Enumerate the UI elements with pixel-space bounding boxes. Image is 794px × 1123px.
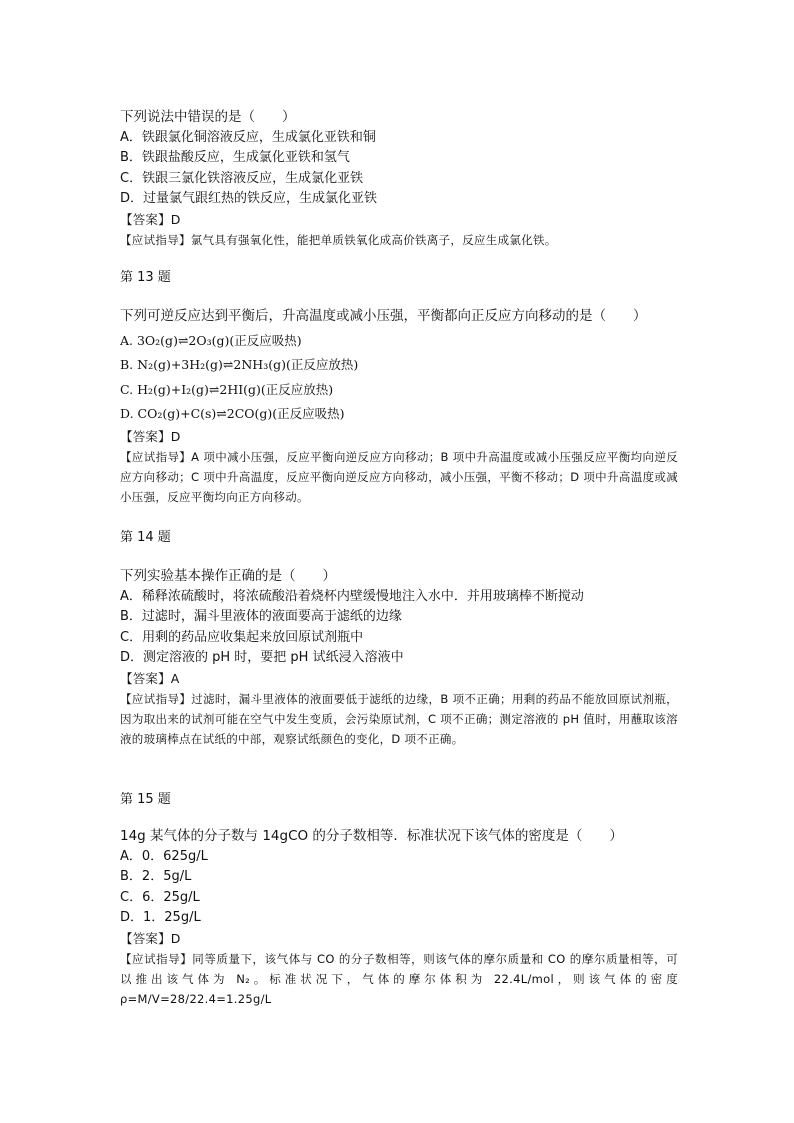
question-14-stem: 下列实验基本操作正确的是（ ） — [120, 568, 336, 584]
question-14-option-d: D．测定溶液的 pH 时，要把 pH 试纸浸入溶液中 — [120, 650, 404, 665]
question-15-option-c: C．6．25g/L — [120, 889, 200, 905]
question-13-heading: 第 13 题 — [120, 270, 171, 285]
question-13-answer: 【答案】D — [120, 428, 181, 444]
question-13-option-c: C. H₂(g)+I₂(g)⇌2HI(g)(正反应放热) — [120, 381, 334, 397]
question-12-guide: 【应试指导】氯气具有强氧化性，能把单质铁氧化成高价铁离子，反应生成氯化铁。 — [120, 233, 557, 247]
question-12 — [120, 107, 680, 250]
question-12-stem: 下列说法中错误的是（ ） — [120, 109, 296, 125]
question-12-option-a: A．铁跟氯化铜溶液反应，生成氯化亚铁和铜 — [120, 129, 376, 145]
question-12-option-b: B．铁跟盐酸反应，生成氯化亚铁和氢气 — [120, 150, 350, 165]
question-15-option-d: D．1．25g/L — [120, 910, 201, 925]
question-13-guide: 【应试指导】A 项中减小压强，反应平衡向逆反应方向移动；B 项中升高温度或减小压强反应平衡均向逆反应方向移动；C 项中升高温度，反应平衡向逆反应方向移动，减小压强，平衡不移动；D 项中升高温度或减小压强，反应平衡均向正方向移动。 — [120, 450, 678, 504]
question-14-option-a: A．稀释浓硫酸时，将浓硫酸沿着烧杯内壁缓慢地注入水中．并用玻璃棒不断搅动 — [120, 588, 584, 604]
question-12-option-d: D．过量氯气跟红热的铁反应，生成氯化亚铁 — [120, 191, 378, 206]
question-14-option-b: B．过滤时，漏斗里液体的液面要高于滤纸的边缘 — [120, 609, 402, 624]
question-13-options — [120, 329, 680, 427]
question-14-guide: 【应试指导】过滤时，漏斗里液体的液面要低于滤纸的边缘，B 项不正确；用剩的药品不能放回原试剂瓶，因为取出来的试剂可能在空气中发生变质，会污染原试剂，C 项不正确；测定溶液的 pH 值时，用蘸取该溶液的玻璃棒点在试纸的中部，观察试纸颜色的变化，D 项不正确。 — [120, 692, 678, 746]
question-13-option-b: B. N₂(g)+3H₂(g)⇌2NH₃(g)(正反应放热) — [120, 357, 359, 372]
question-15 — [120, 826, 680, 1009]
question-12-answer: 【答案】D — [120, 211, 181, 227]
question-15-heading: 第 15 题 — [120, 792, 171, 807]
question-14-answer: 【答案】A — [120, 670, 180, 686]
question-14 — [120, 566, 680, 749]
question-14-heading: 第 14 题 — [120, 530, 171, 545]
question-15-stem: 14g 某气体的分子数与 14gCO 的分子数相等．标准状况下该气体的密度是（ ） — [120, 828, 623, 844]
question-12-option-c: C．铁跟三氯化铁溶液反应，生成氯化亚铁 — [120, 170, 364, 186]
question-13 — [120, 306, 680, 507]
question-13-option-d: D. CO₂(g)+C(s)⇌2CO(g)(正反应吸热) — [120, 406, 345, 421]
question-15-answer: 【答案】D — [120, 930, 181, 946]
question-13-stem: 下列可逆反应达到平衡后，升高温度或减小压强，平衡都向正反应方向移动的是（ ） — [120, 308, 647, 324]
question-14-option-c: C．用剩的药品应收集起来放回原试剂瓶中 — [120, 629, 364, 645]
question-13-option-a: A. 3O₂(g)⇌2O₃(g)(正反应吸热) — [120, 332, 302, 348]
question-15-option-a: A．0．625g/L — [120, 848, 208, 864]
question-15-guide: 【应试指导】同等质量下，该气体与 CO 的分子数相等，则该气体的摩尔质量和 CO 的摩尔质量相等，可以推出该气体为 N₂。标准状况下，气体的摩尔体积为 22.4L/mol，则该气体的密度 ρ=M/V=28/22.4=1.25g/L — [120, 952, 678, 1006]
question-15-option-b: B．2．5g/L — [120, 869, 192, 884]
